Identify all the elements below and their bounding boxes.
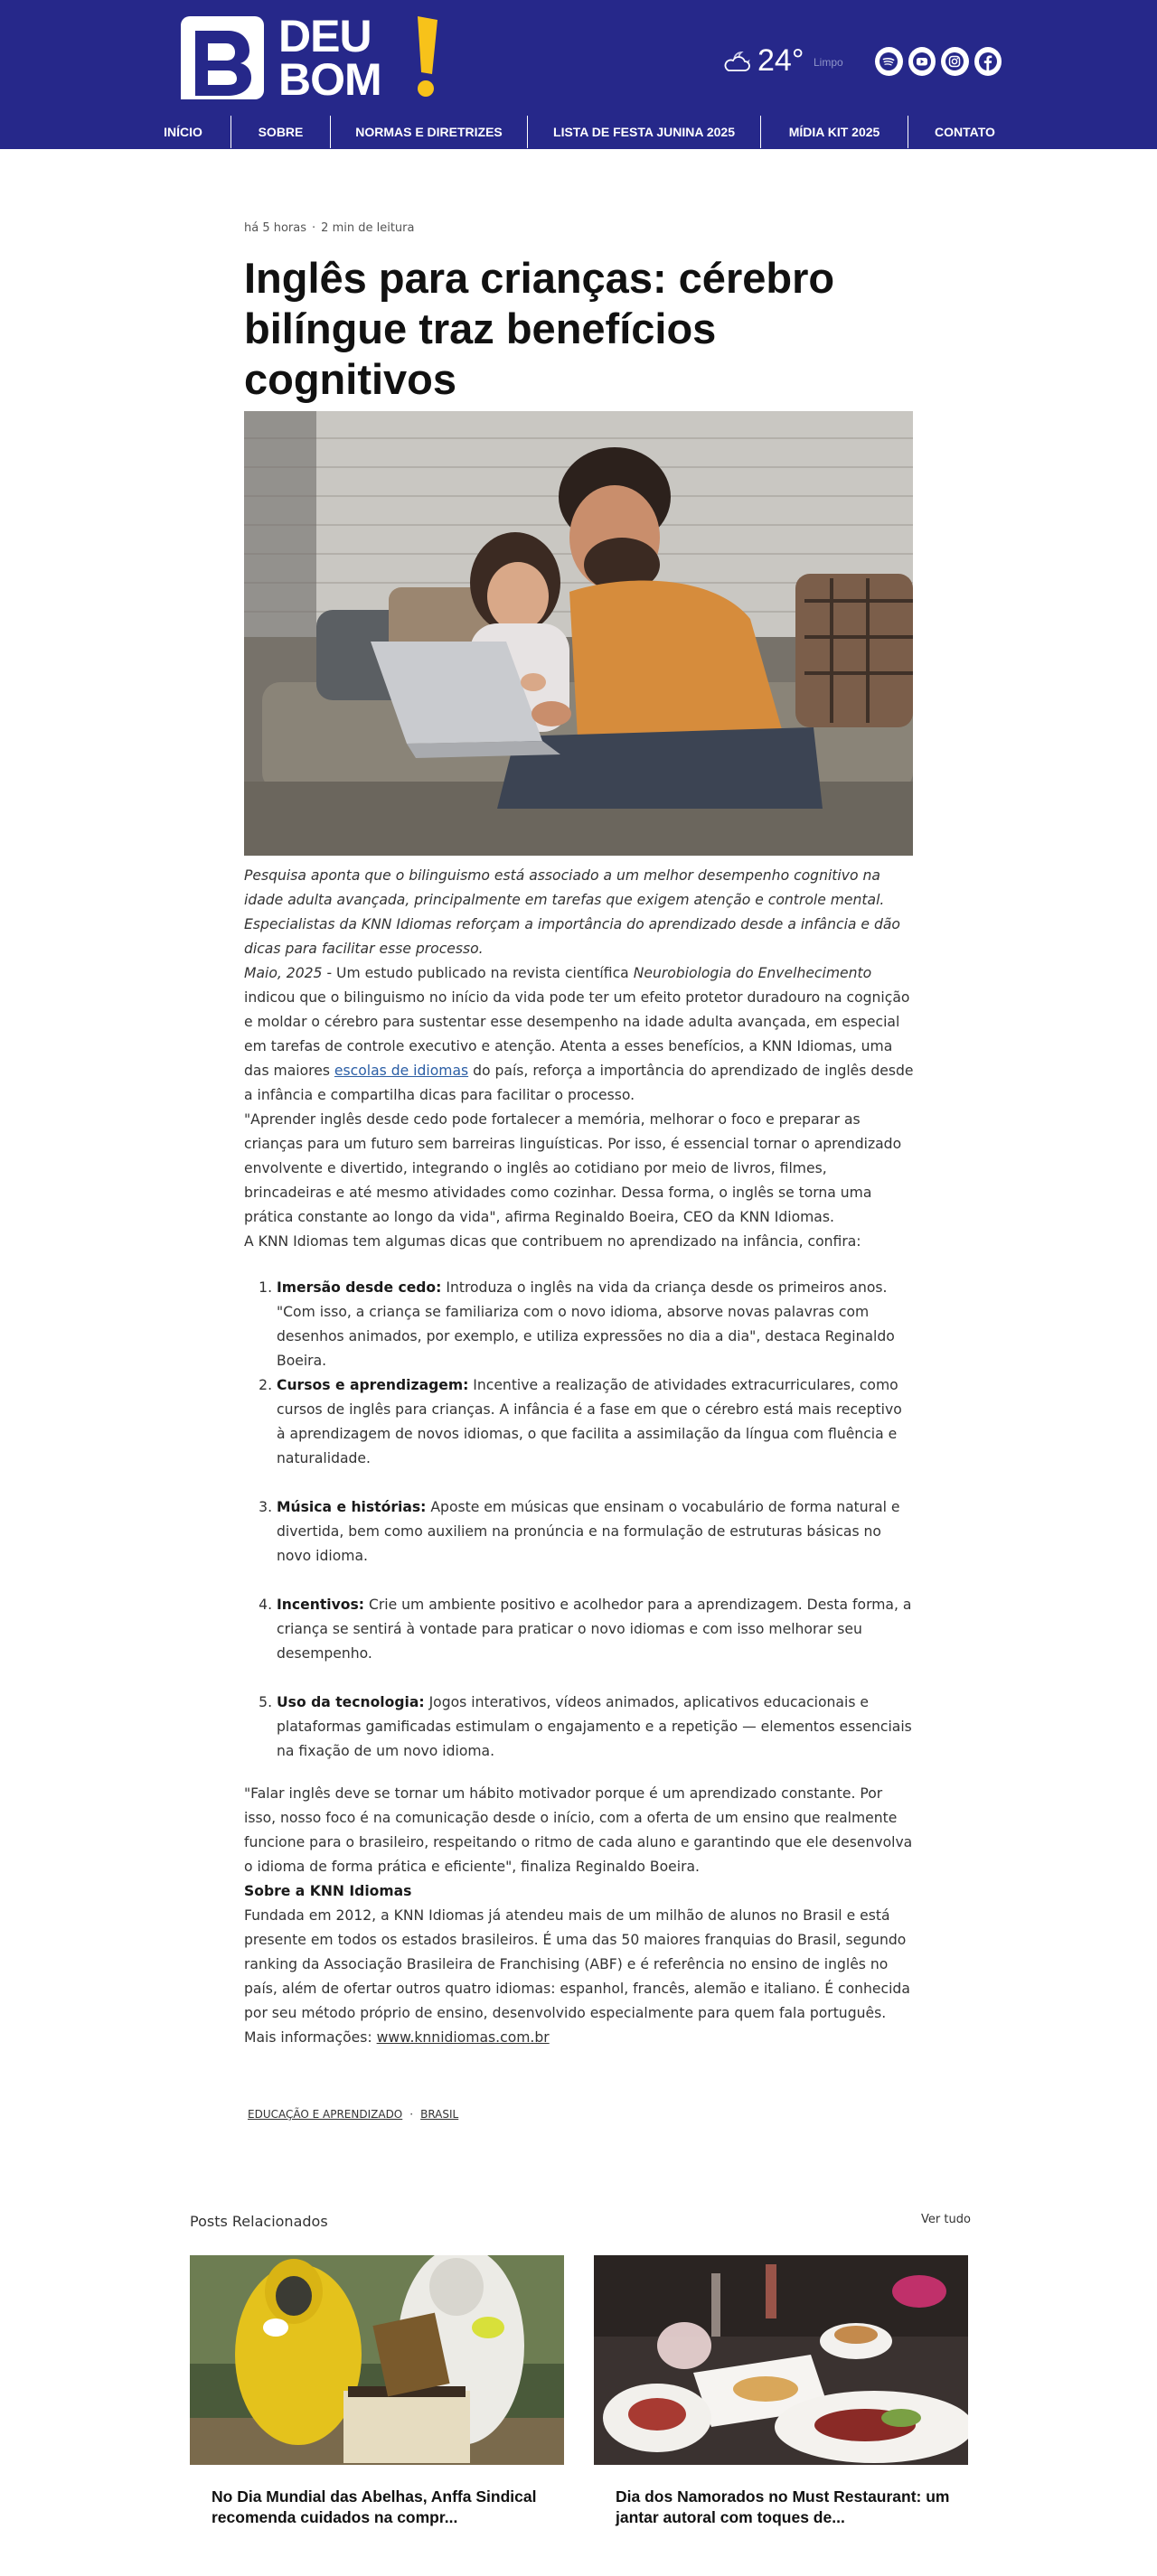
- spotify-icon[interactable]: [875, 47, 903, 76]
- tag-separator: ·: [409, 2108, 414, 2121]
- related-post-image[interactable]: [190, 2255, 564, 2465]
- weather-temperature: 24°: [757, 43, 804, 78]
- list-item: 1. Imersão desde cedo: Introduza o inglês na vida da criança desde os primeiros anos. "Com isso, a criança se familiariza com o novo idioma, absorve novas palavras com desenhos animados, por exemplo, e utiliza expressões no dia a dia", destaca Reginaldo Boeira.: [277, 1276, 915, 1373]
- post-tags: [248, 2108, 458, 2121]
- logo-exclamation-icon: [414, 14, 439, 101]
- nav-inicio[interactable]: INÍCIO: [136, 116, 231, 148]
- post-read-time: 2 min de leitura: [321, 221, 415, 235]
- instagram-icon[interactable]: [941, 47, 969, 76]
- see-all-link[interactable]: Ver tudo: [921, 2213, 971, 2226]
- hero-image: [244, 411, 913, 856]
- partly-cloudy-night-icon: [723, 49, 754, 74]
- paragraph-3: A KNN Idiomas tem algumas dicas que contribuem no aprendizado na infância, confira:: [244, 1233, 861, 1250]
- related-post-title[interactable]: No Dia Mundial das Abelhas, Anffa Sindical recomenda cuidados na compr...: [212, 2487, 537, 2526]
- site-header: [0, 0, 1157, 149]
- paragraph-4: "Falar inglês deve se tornar um hábito motivador porque é um aprendizado constante. Por isso, nosso foco é na comunicação desde o início, com a oferta de um ensino que realmente funcione para o brasileiro, respeitando o ritmo de cada aluno e garantindo que ele desenvolva o idioma de forma prática e eficiente", finaliza Reginaldo Boeira.: [244, 1785, 913, 1875]
- social-links: [875, 47, 1002, 76]
- logo-wordmark: [278, 11, 381, 105]
- paragraph-5: Fundada em 2012, a KNN Idiomas já atendeu mais de um milhão de alunos no Brasil e está presente em todos os estados brasileiros. É uma das 50 maiores franquias do Brasil, segundo ranking da Associação Brasileira de Franchising (ABF) e é referência no ensino de inglês no país, além de ofertar outros quatro idiomas: espanhol, francês, alemão e italiano. É conhecida por seu método próprio de ensino, desenvolvido especialmente para quem fala português.: [244, 1907, 910, 2021]
- list-item: 3. Música e histórias: Aposte em músicas que ensinam o vocabulário de forma natural e divertida, bem como auxiliem na pronúncia e na formulação de estruturas básicas no novo idioma.: [277, 1495, 915, 1569]
- facebook-icon[interactable]: [974, 47, 1002, 76]
- main-nav: [136, 116, 1021, 148]
- list-item: 2. Cursos e aprendizagem: Incentive a realização de atividades extracurriculares, como cursos de inglês para crianças. A infância é a fase em que o cérebro está mais receptivo à aprendizagem de novos idiomas, o que facilita a assimilação da língua com fluência e naturalidade.: [277, 1373, 915, 1471]
- related-post-card[interactable]: [190, 2255, 564, 2548]
- tag-educacao-e-aprendizado[interactable]: EDUCAÇÃO E APRENDIZADO: [248, 2108, 403, 2121]
- list-item: 5. Uso da tecnologia: Jogos interativos, vídeos animados, aplicativos educacionais e plataformas gamificadas estimulam o engajamento e a repetição — elementos essenciais na fixação de um novo idioma.: [277, 1691, 915, 1764]
- post-lead: Pesquisa aponta que o bilinguismo está associado a um melhor desempenho cognitivo na idade adulta avançada, principalmente em tarefas que exigem atenção e controle mental. Especialistas da KNN Idiomas reforçam a importância do aprendizado desde a infância e dão dicas para facilitar esse processo.: [244, 867, 900, 957]
- logo-mark-icon: [181, 16, 264, 99]
- youtube-icon[interactable]: [908, 47, 936, 76]
- post-time: há 5 horas: [244, 221, 307, 235]
- logo-line-2: BOM: [278, 54, 381, 105]
- paragraph-2: "Aprender inglês desde cedo pode fortalecer a memória, melhorar o foco e preparar as crianças para um futuro sem barreiras linguísticas. Por isso, é essencial tornar o aprendizado envolvente e divertido, integrando o inglês ao cotidiano por meio de livros, filmes, brincadeiras e até mesmo atividades como cozinhar. Dessa forma, o inglês se torna uma prática constante ao longo da vida", afirma Reginaldo Boeira, CEO da KNN Idiomas.: [244, 1111, 902, 1225]
- about-heading: Sobre a KNN Idiomas: [244, 1883, 412, 1899]
- restaurant-dishes-photo: [594, 2255, 968, 2465]
- tips-list: [277, 1276, 915, 1764]
- hero-photo-father-daughter-laptop: [244, 411, 913, 856]
- post-body: [244, 864, 915, 2050]
- knn-website-link[interactable]: www.knnidiomas.com.br: [376, 2029, 550, 2046]
- nav-sobre[interactable]: SOBRE: [231, 116, 331, 148]
- related-post-card[interactable]: [594, 2255, 968, 2548]
- nav-midia-kit-2025[interactable]: MÍDIA KIT 2025: [761, 116, 908, 148]
- beekeepers-photo: [190, 2255, 564, 2465]
- related-posts-title: Posts Relacionados: [190, 2213, 328, 2230]
- nav-lista-de-festa-junina-2025[interactable]: LISTA DE FESTA JUNINA 2025: [528, 116, 761, 148]
- tag-brasil[interactable]: BRASIL: [420, 2108, 459, 2121]
- nav-normas-e-diretrizes[interactable]: NORMAS E DIRETRIZES: [331, 116, 528, 148]
- post-title: Inglês para crianças: cérebro bilíngue traz benefícios cognitivos: [244, 254, 835, 403]
- logo-line-1: DEU: [278, 11, 372, 61]
- list-item: 4. Incentivos: Crie um ambiente positivo e acolhedor para a aprendizagem. Desta forma, a criança se sentirá à vontade para praticar o novo idiomas e com isso melhorar seu desempenho.: [277, 1593, 915, 1666]
- site-logo[interactable]: [181, 11, 443, 105]
- related-post-image[interactable]: [594, 2255, 968, 2465]
- weather-condition: Limpo: [814, 56, 843, 69]
- post-meta: [244, 221, 419, 235]
- meta-separator: ·: [312, 221, 316, 235]
- escolas-de-idiomas-link[interactable]: escolas de idiomas: [334, 1063, 469, 1079]
- nav-contato[interactable]: CONTATO: [935, 125, 995, 139]
- weather-widget: [723, 42, 859, 81]
- paragraph-1: Maio, 2025 - Um estudo publicado na revista científica Neurobiologia do Envelhecimento indicou que o bilinguismo no início da vida pode ter um efeito protetor duradouro na cognição e moldar o cérebro para sustentar esse desempenho na idade adulta avançada, em especial em tarefas de controle executivo e atenção. Atenta a esses benefícios, a KNN Idiomas, uma das maiores escolas de idiomas do país, reforça a importância do aprendizado de inglês desde a infância e compartilha dicas para facilitar o processo.: [244, 965, 914, 1103]
- related-post-title[interactable]: Dia dos Namorados no Must Restaurant: um jantar autoral com toques de...: [616, 2487, 950, 2526]
- more-info: Mais informações: www.knnidiomas.com.br: [244, 2029, 550, 2046]
